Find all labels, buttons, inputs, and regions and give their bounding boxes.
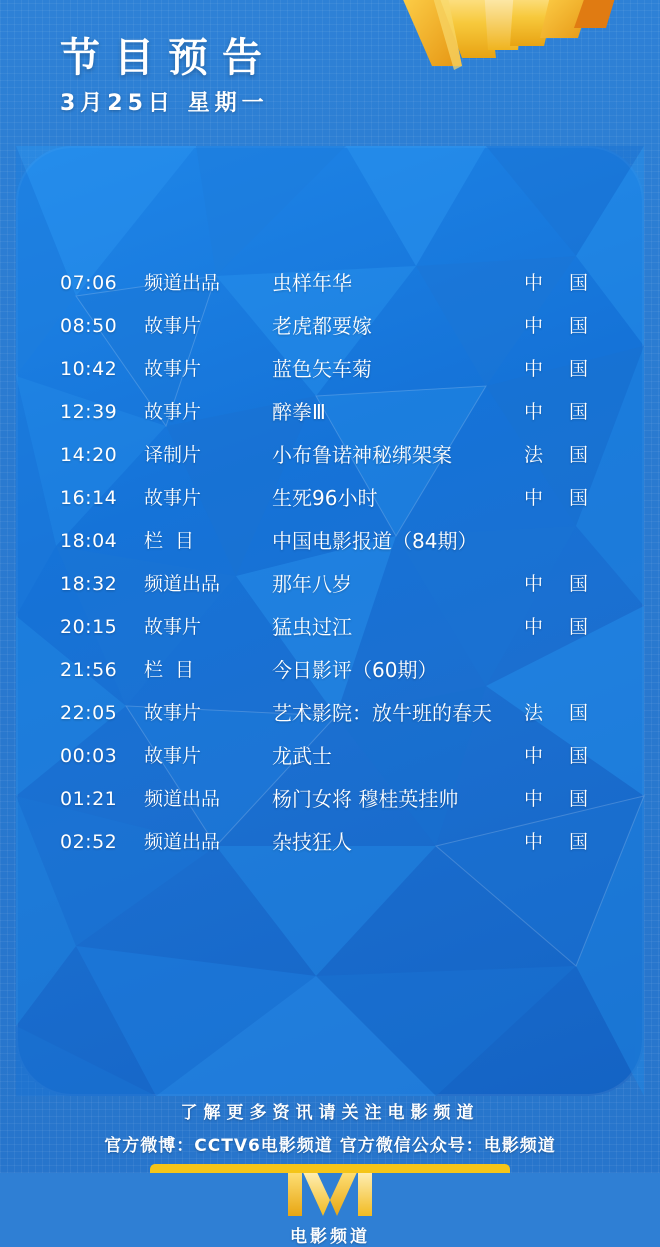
table-row[interactable] bbox=[16, 606, 644, 649]
table-row[interactable] bbox=[16, 477, 644, 520]
row-type: 栏目 bbox=[144, 659, 207, 681]
footer-line-1: 了解更多资讯请关注电影频道 bbox=[180, 1103, 480, 1123]
row-program-name: 杂技狂人 bbox=[272, 830, 352, 854]
row-program-name: 小布鲁诺神秘绑架案 bbox=[272, 443, 452, 467]
poster-header bbox=[0, 0, 660, 140]
row-type: 故事片 bbox=[144, 315, 202, 337]
table-row[interactable] bbox=[16, 692, 644, 735]
row-type: 故事片 bbox=[144, 358, 202, 380]
row-program-name: 猛虫过江 bbox=[272, 615, 352, 639]
row-program-name: 老虎都要嫁 bbox=[272, 314, 372, 338]
row-type: 故事片 bbox=[144, 745, 202, 767]
row-time: 20:15 bbox=[60, 616, 118, 638]
row-region: 中国 bbox=[524, 487, 615, 509]
row-program-name: 龙武士 bbox=[272, 744, 332, 768]
row-time: 18:04 bbox=[60, 530, 118, 552]
row-program-name: 蓝色矢车菊 bbox=[272, 357, 372, 381]
row-region: 中国 bbox=[524, 788, 615, 810]
row-region: 中国 bbox=[524, 315, 615, 337]
movie-channel-m-logo-icon bbox=[282, 1166, 378, 1218]
poster-footer bbox=[0, 1098, 660, 1156]
row-program-name: 生死96小时 bbox=[272, 486, 378, 510]
table-row[interactable] bbox=[16, 348, 644, 391]
row-type: 故事片 bbox=[144, 401, 202, 423]
row-region: 法国 bbox=[524, 702, 615, 724]
table-row[interactable] bbox=[16, 305, 644, 348]
row-type: 译制片 bbox=[144, 444, 202, 466]
table-row[interactable] bbox=[16, 821, 644, 864]
channel-logo-text: 电影频道 bbox=[290, 1227, 370, 1247]
row-region: 中国 bbox=[524, 831, 615, 853]
row-region: 中国 bbox=[524, 272, 615, 294]
table-row[interactable] bbox=[16, 391, 644, 434]
row-time: 16:14 bbox=[60, 487, 118, 509]
table-row[interactable] bbox=[16, 778, 644, 821]
row-type: 频道出品 bbox=[144, 831, 221, 853]
row-region: 中国 bbox=[524, 573, 615, 595]
table-row[interactable] bbox=[16, 735, 644, 778]
row-time: 02:52 bbox=[60, 831, 118, 853]
row-region: 法国 bbox=[524, 444, 615, 466]
table-row[interactable] bbox=[16, 434, 644, 477]
row-type: 频道出品 bbox=[144, 573, 221, 595]
row-region: 中国 bbox=[524, 616, 615, 638]
row-program-name: 那年八岁 bbox=[272, 572, 352, 596]
table-row[interactable] bbox=[16, 649, 644, 692]
row-time: 18:32 bbox=[60, 573, 118, 595]
row-type: 故事片 bbox=[144, 616, 202, 638]
row-program-name: 中国电影报道（84期） bbox=[272, 529, 478, 553]
page-title: 节目预告 bbox=[60, 35, 276, 81]
row-time: 22:05 bbox=[60, 702, 118, 724]
page-date: 3月25日 星期一 bbox=[60, 91, 269, 116]
row-time: 07:06 bbox=[60, 272, 118, 294]
row-program-name: 醉拳Ⅲ bbox=[272, 400, 326, 424]
row-program-name: 虫样年华 bbox=[272, 271, 352, 295]
row-type: 频道出品 bbox=[144, 272, 221, 294]
row-time: 00:03 bbox=[60, 745, 118, 767]
row-time: 10:42 bbox=[60, 358, 118, 380]
row-time: 01:21 bbox=[60, 788, 118, 810]
channel-logo bbox=[16, 1166, 644, 1247]
table-row[interactable] bbox=[16, 563, 644, 606]
row-time: 14:20 bbox=[60, 444, 118, 466]
row-time: 08:50 bbox=[60, 315, 118, 337]
schedule-list bbox=[16, 262, 644, 864]
row-region: 中国 bbox=[524, 745, 615, 767]
row-program-name: 杨门女将 穆桂英挂帅 bbox=[272, 787, 459, 811]
table-row[interactable] bbox=[16, 262, 644, 305]
cctv6-gold-ribbon-icon bbox=[388, 0, 618, 108]
footer-line-2: 官方微博：CCTV6电影频道 官方微信公众号：电影频道 bbox=[104, 1136, 556, 1156]
row-program-name: 艺术影院：放牛班的春天 bbox=[272, 701, 492, 725]
table-row[interactable] bbox=[16, 520, 644, 563]
row-type: 频道出品 bbox=[144, 788, 221, 810]
row-region: 中国 bbox=[524, 358, 615, 380]
row-type: 故事片 bbox=[144, 702, 202, 724]
row-program-name: 今日影评（60期） bbox=[272, 658, 438, 682]
row-type: 栏目 bbox=[144, 530, 207, 552]
bottom-accent-bar bbox=[150, 1164, 510, 1173]
row-region: 中国 bbox=[524, 401, 615, 423]
row-type: 故事片 bbox=[144, 487, 202, 509]
row-time: 21:56 bbox=[60, 659, 118, 681]
row-time: 12:39 bbox=[60, 401, 118, 423]
